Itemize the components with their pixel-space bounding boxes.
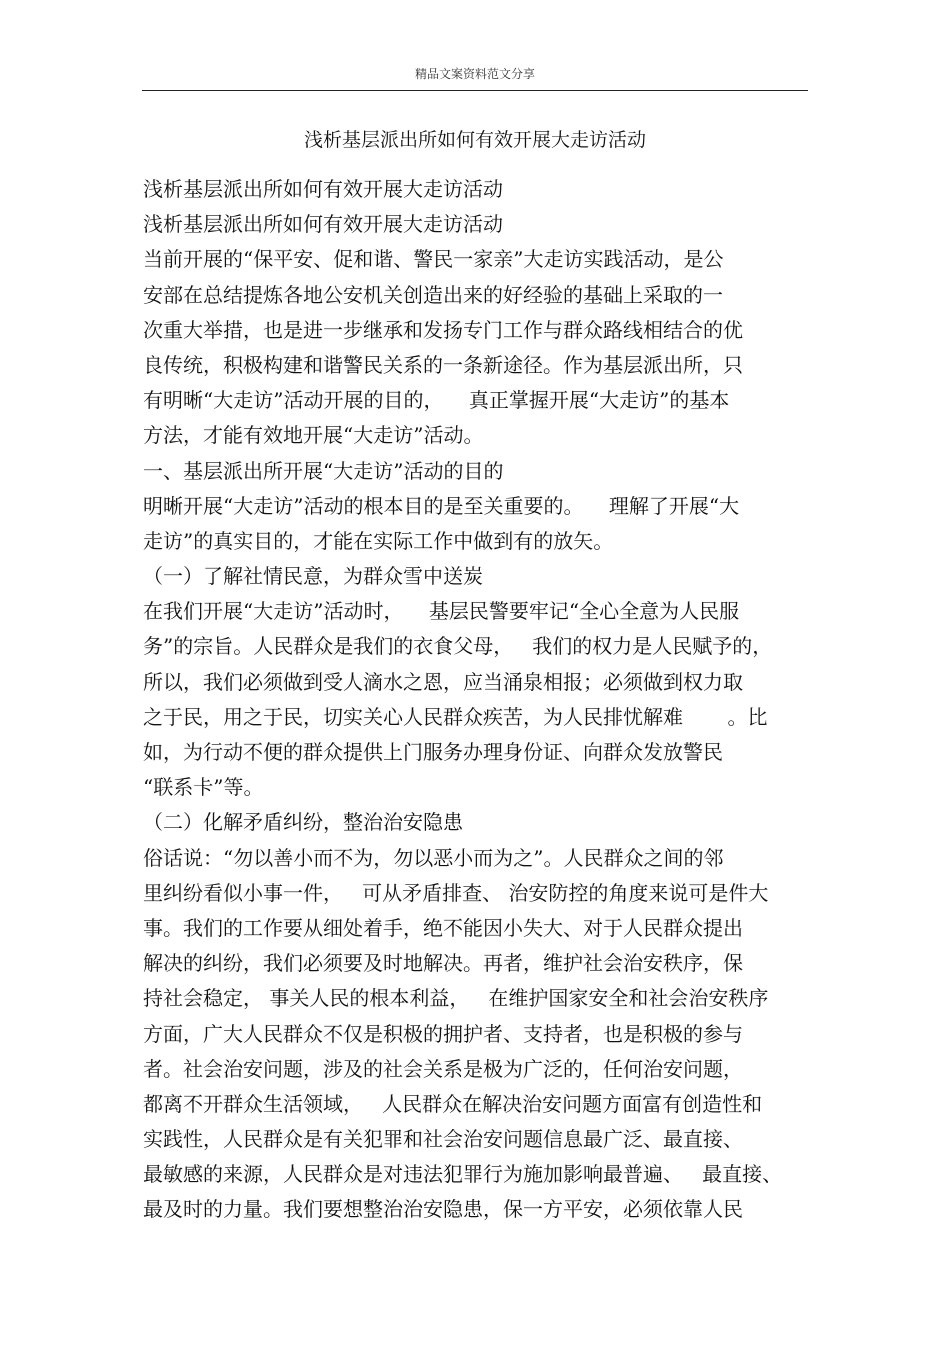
- body-line: 最敏感的来源，人民群众是对违法犯罪行为施加影响最普遍、 最直接、: [143, 1162, 783, 1187]
- body-line: 明晰开展“大走访”活动的根本目的是至关重要的。 理解了开展“大: [143, 493, 740, 518]
- subsection-heading: （一）了解社情民意，为群众雪中送炭: [143, 564, 483, 589]
- body-line: 解决的纠纷，我们必须要及时地解决。再者，维护社会治安秩序，保: [143, 951, 743, 976]
- body-line: 当前开展的“保平安、促和谐、警民一家亲”大走访实践活动，是公: [143, 247, 724, 272]
- body-line: 最及时的力量。我们要想整治治安隐患，保一方平安，必须依靠人民: [143, 1197, 743, 1222]
- body-line: 务”的宗旨。人民群众是我们的衣食父母， 我们的权力是人民赋予的，: [143, 634, 773, 659]
- body-line: 在我们开展“大走访”活动时， 基层民警要牢记“全心全意为人民服: [143, 599, 740, 624]
- body-line: 有明晰“大走访”活动开展的目的， 真正掌握开展“大走访”的基本: [143, 388, 730, 413]
- body-line: 事。我们的工作要从细处着手，绝不能因小失大、对于人民群众提出: [143, 915, 743, 940]
- header-divider: [142, 90, 808, 91]
- body-line: 安部在总结提炼各地公安机关创造出来的好经验的基础上采取的一: [143, 282, 723, 307]
- document-title: 浅析基层派出所如何有效开展大走访活动: [303, 129, 646, 151]
- body-line: 走访”的真实目的，才能在实际工作中做到有的放矢。: [143, 528, 614, 553]
- subsection-heading: （二）化解矛盾纠纷，整治治安隐患: [143, 810, 463, 835]
- body-line: 次重大举措，也是进一步继承和发扬专门工作与群众路线相结合的优: [143, 317, 743, 342]
- body-line: 俗话说：“勿以善小而不为，勿以恶小而为之”。人民群众之间的邻: [143, 845, 724, 870]
- body-line: 浅析基层派出所如何有效开展大走访活动: [143, 177, 503, 201]
- body-line: 所以，我们必须做到受人滴水之恩，应当涌泉相报；必须做到权力取: [143, 669, 743, 694]
- body-line: 浅析基层派出所如何有效开展大走访活动: [143, 212, 503, 237]
- body-line: 如，为行动不便的群众提供上门服务办理身份证、向群众发放警民: [143, 740, 723, 764]
- body-line: 者。社会治安问题，涉及的社会关系是极为广泛的，任何治安问题，: [143, 1056, 743, 1081]
- body-line: 实践性，人民群众是有关犯罪和社会治安问题信息最广泛、最直接、: [143, 1127, 743, 1152]
- body-line: 里纠纷看似小事一件， 可从矛盾排查、 治安防控的角度来说可是件大: [143, 880, 769, 905]
- body-line: 方法，才能有效地开展“大走访”活动。: [143, 423, 484, 448]
- body-line: 持社会稳定， 事关人民的根本利益， 在维护国家安全和社会治安秩序: [143, 986, 769, 1011]
- body-line: 良传统，积极构建和谐警民关系的一条新途径。作为基层派出所，只: [143, 352, 743, 377]
- page-header: 精品文案资料范文分享: [414, 67, 535, 81]
- document-body: [143, 172, 813, 1228]
- body-line: “联系卡”等。: [143, 775, 264, 800]
- body-line: 方面，广大人民群众不仅是积极的拥护者、支持者，也是积极的参与: [143, 1021, 743, 1046]
- body-line: 之于民，用之于民，切实关心人民群众疾苦，为人民排忧解难 。比: [143, 704, 768, 729]
- section-heading: 一、基层派出所开展“大走访”活动的目的: [143, 458, 504, 483]
- body-line: 都离不开群众生活领域， 人民群众在解决治安问题方面富有创造性和: [143, 1091, 763, 1116]
